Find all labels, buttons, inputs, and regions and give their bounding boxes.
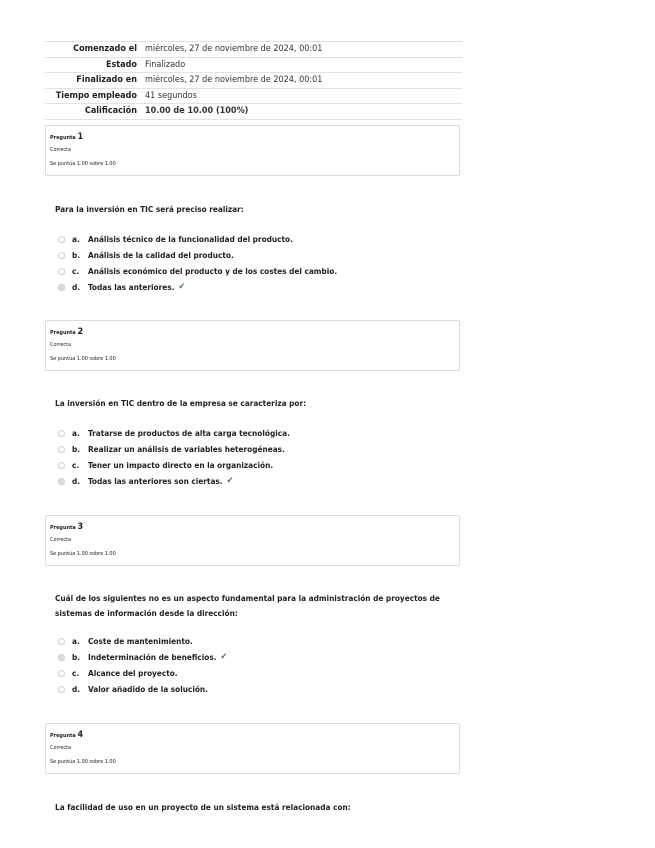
answer-options [58,231,337,295]
summary-row [45,58,462,74]
option-text: Tratarse de productos de alta carga tecnológica. [88,428,290,438]
option-letter: a. [72,234,80,244]
radio-button[interactable] [58,654,65,661]
summary-value: 41 segundos [145,90,197,101]
option-letter: c. [72,668,80,678]
summary-row [45,42,462,58]
question-info-box [45,125,460,176]
answer-option[interactable] [58,279,337,295]
option-letter: b. [72,444,81,454]
question-status: Correcta [50,537,72,543]
question-prefix: Pregunta [50,135,76,141]
question-info-box [45,723,460,774]
option-text: Análisis técnico de la funcionalidad del producto. [88,234,293,244]
question-prefix: Pregunta [50,525,76,531]
option-letter: c. [72,266,80,276]
question-info-box [45,320,460,371]
option-letter: b. [72,250,81,260]
answer-option[interactable] [58,665,227,681]
summary-row [45,73,462,89]
answer-option[interactable] [58,231,337,247]
option-letter: d. [72,282,81,292]
radio-button[interactable] [58,686,65,693]
question-number-value: 1 [77,132,84,142]
option-text: Análisis de la calidad del producto. [88,250,234,260]
question-number-value: 3 [77,522,84,532]
question-info-box [45,515,460,566]
option-letter: a. [72,636,80,646]
radio-button[interactable] [58,446,65,453]
question-number-value: 2 [77,327,84,337]
check-icon: ✔ [220,652,228,662]
question-prefix: Pregunta [50,733,76,739]
radio-button[interactable] [58,670,65,677]
answer-options [58,633,227,697]
option-letter: a. [72,428,80,438]
summary-value: miércoles, 27 de noviembre de 2024, 00:01 [145,44,323,54]
option-letter: d. [72,476,81,486]
question-number [50,522,455,532]
question-status: Correcta [50,342,72,348]
summary-value: 10.00 de 10.00 (100%) [145,106,249,116]
radio-button[interactable] [58,268,65,275]
question-grade: Se puntúa 1.00 sobre 1.00 [50,759,116,765]
question-text: La inversión en TIC dentro de la empresa se caracteriza por: [55,398,307,408]
radio-button[interactable] [58,252,65,259]
attempt-summary-table [45,41,462,120]
option-letter: b. [72,652,81,662]
answer-option[interactable] [58,263,337,279]
summary-label: Estado [105,59,137,70]
summary-value: Finalizado [145,59,186,70]
option-text: Análisis económico del producto y de los costes del cambio. [88,266,338,276]
option-text: Todas las anteriores son ciertas. [88,476,223,486]
option-text: Coste de mantenimiento. [88,636,193,646]
option-text: Tener un impacto directo en la organización. [88,460,274,470]
question-number [50,132,455,142]
radio-button[interactable] [58,284,65,291]
check-icon: ✔ [226,476,234,486]
answer-option[interactable] [58,473,290,489]
question-status: Correcta [50,745,72,751]
answer-option[interactable] [58,681,227,697]
radio-button[interactable] [58,430,65,437]
summary-row [45,104,462,120]
question-grade: Se puntúa 1.00 sobre 1.00 [50,356,116,362]
radio-button[interactable] [58,462,65,469]
option-text: Todas las anteriores. [88,282,175,292]
answer-option[interactable] [58,649,227,665]
radio-button[interactable] [58,236,65,243]
summary-row [45,89,462,105]
question-text: Cuál de los siguientes no es un aspecto fundamental para la administración de proyectos de sistemas de información desde la dirección: [55,593,440,618]
option-text: Indeterminación de beneficios. [88,652,217,662]
option-text: Valor añadido de la solución. [88,684,208,694]
option-text: Alcance del proyecto. [88,668,178,678]
option-letter: d. [72,684,81,694]
answer-option[interactable] [58,457,290,473]
summary-label: Finalizado en [76,75,137,85]
question-number [50,730,455,740]
question-status: Correcta [50,147,72,153]
question-prefix: Pregunta [50,330,76,336]
answer-option[interactable] [58,425,290,441]
option-letter: c. [72,460,80,470]
radio-button[interactable] [58,478,65,485]
summary-value: miércoles, 27 de noviembre de 2024, 00:01 [145,75,323,85]
summary-label: Tiempo empleado [55,90,137,101]
answer-option[interactable] [58,441,290,457]
summary-label: Comenzado el [73,44,137,54]
summary-label: Calificación [84,106,137,116]
question-number-value: 4 [77,730,84,740]
question-number [50,327,455,337]
question-text: Para la inversión en TIC será preciso realizar: [55,204,244,214]
question-grade: Se puntúa 1.00 sobre 1.00 [50,551,116,557]
answer-options [58,425,290,489]
check-icon: ✔ [178,282,186,292]
question-text: La facilidad de uso en un proyecto de un sistema está relacionada con: [55,802,351,812]
option-text: Realizar un análisis de variables heterogéneas. [88,444,285,454]
answer-option[interactable] [58,247,337,263]
question-grade: Se puntúa 1.00 sobre 1.00 [50,161,116,167]
radio-button[interactable] [58,638,65,645]
answer-option[interactable] [58,633,227,649]
